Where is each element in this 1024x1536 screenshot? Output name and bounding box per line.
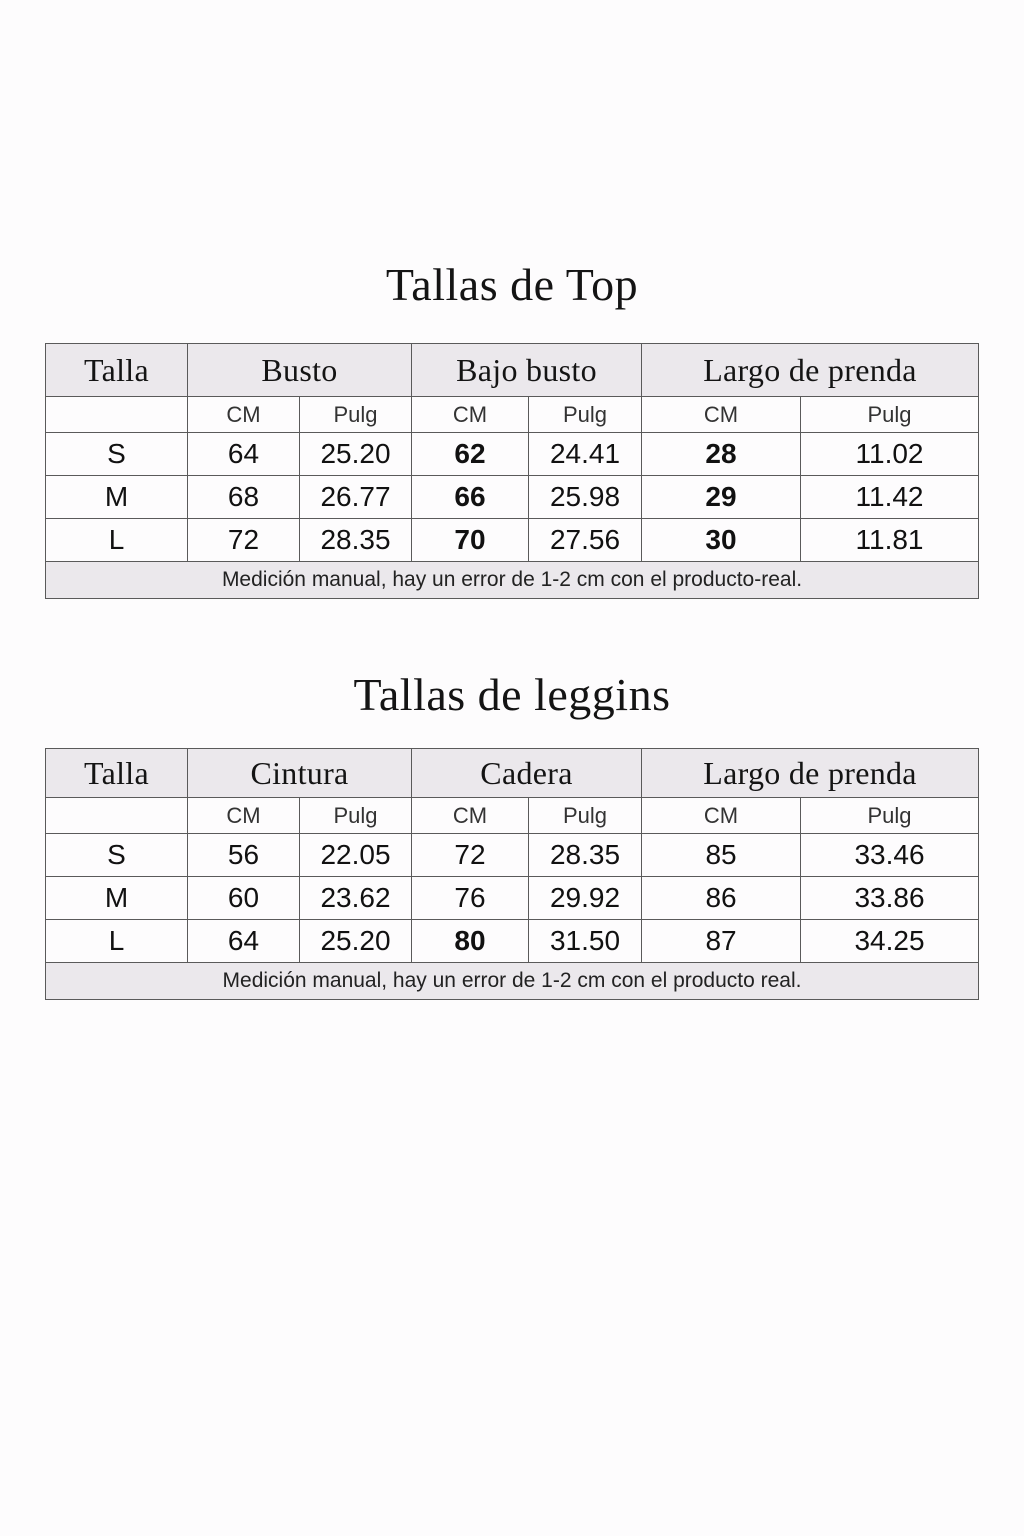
value-cell: 87 — [642, 920, 801, 963]
size-cell: S — [46, 433, 188, 476]
value-cell: 26.77 — [300, 476, 412, 519]
header-talla: Talla — [46, 344, 188, 397]
value-cell: 11.81 — [801, 519, 979, 562]
value-cell: 64 — [188, 433, 300, 476]
value-cell: 11.42 — [801, 476, 979, 519]
value-cell: 29 — [642, 476, 801, 519]
size-cell: S — [46, 834, 188, 877]
value-cell: 64 — [188, 920, 300, 963]
header-cadera: Cadera — [412, 749, 642, 798]
table-row — [46, 834, 979, 877]
measurement-note: Medición manual, hay un error de 1-2 cm con el producto real. — [46, 963, 979, 1000]
value-cell: 22.05 — [300, 834, 412, 877]
unit-row — [46, 798, 979, 834]
unit-cell: CM — [412, 798, 529, 834]
value-cell: 25.20 — [300, 920, 412, 963]
leggins-size-table — [45, 748, 979, 1000]
value-cell: 33.86 — [801, 877, 979, 920]
value-cell: 34.25 — [801, 920, 979, 963]
value-cell: 33.46 — [801, 834, 979, 877]
header-talla: Talla — [46, 749, 188, 798]
top-size-title: Tallas de Top — [385, 259, 639, 310]
value-cell: 60 — [188, 877, 300, 920]
unit-empty — [46, 397, 188, 433]
value-cell: 85 — [642, 834, 801, 877]
unit-cell: Pulg — [529, 397, 642, 433]
size-cell: M — [46, 877, 188, 920]
unit-row — [46, 397, 979, 433]
header-row — [46, 749, 979, 798]
value-cell: 30 — [642, 519, 801, 562]
value-cell: 70 — [412, 519, 529, 562]
header-largo-de-prenda: Largo de prenda — [642, 344, 979, 397]
header-busto: Busto — [188, 344, 412, 397]
value-cell: 11.02 — [801, 433, 979, 476]
value-cell: 27.56 — [529, 519, 642, 562]
size-cell: L — [46, 519, 188, 562]
unit-cell: Pulg — [529, 798, 642, 834]
value-cell: 25.98 — [529, 476, 642, 519]
table-row — [46, 877, 979, 920]
unit-cell: CM — [188, 798, 300, 834]
value-cell: 23.62 — [300, 877, 412, 920]
value-cell: 31.50 — [529, 920, 642, 963]
table-row — [46, 519, 979, 562]
header-row — [46, 344, 979, 397]
table-row — [46, 920, 979, 963]
size-cell: L — [46, 920, 188, 963]
size-cell: M — [46, 476, 188, 519]
unit-cell: CM — [412, 397, 529, 433]
table-row — [46, 476, 979, 519]
value-cell: 68 — [188, 476, 300, 519]
top-size-table — [45, 343, 979, 599]
header-bajo-busto: Bajo busto — [412, 344, 642, 397]
unit-cell: CM — [642, 397, 801, 433]
value-cell: 72 — [188, 519, 300, 562]
unit-cell: CM — [642, 798, 801, 834]
value-cell: 28.35 — [300, 519, 412, 562]
value-cell: 28.35 — [529, 834, 642, 877]
header-cintura: Cintura — [188, 749, 412, 798]
unit-cell: Pulg — [300, 798, 412, 834]
value-cell: 86 — [642, 877, 801, 920]
unit-cell: CM — [188, 397, 300, 433]
unit-cell: Pulg — [801, 798, 979, 834]
value-cell: 24.41 — [529, 433, 642, 476]
value-cell: 80 — [412, 920, 529, 963]
table-row — [46, 433, 979, 476]
note-row — [46, 963, 979, 1000]
value-cell: 76 — [412, 877, 529, 920]
unit-empty — [46, 798, 188, 834]
leggins-size-title: Tallas de leggins — [353, 669, 671, 720]
measurement-note: Medición manual, hay un error de 1-2 cm con el producto-real. — [46, 562, 979, 599]
value-cell: 72 — [412, 834, 529, 877]
unit-cell: Pulg — [801, 397, 979, 433]
value-cell: 29.92 — [529, 877, 642, 920]
value-cell: 28 — [642, 433, 801, 476]
value-cell: 56 — [188, 834, 300, 877]
header-largo-de-prenda: Largo de prenda — [642, 749, 979, 798]
value-cell: 25.20 — [300, 433, 412, 476]
value-cell: 66 — [412, 476, 529, 519]
unit-cell: Pulg — [300, 397, 412, 433]
note-row — [46, 562, 979, 599]
value-cell: 62 — [412, 433, 529, 476]
